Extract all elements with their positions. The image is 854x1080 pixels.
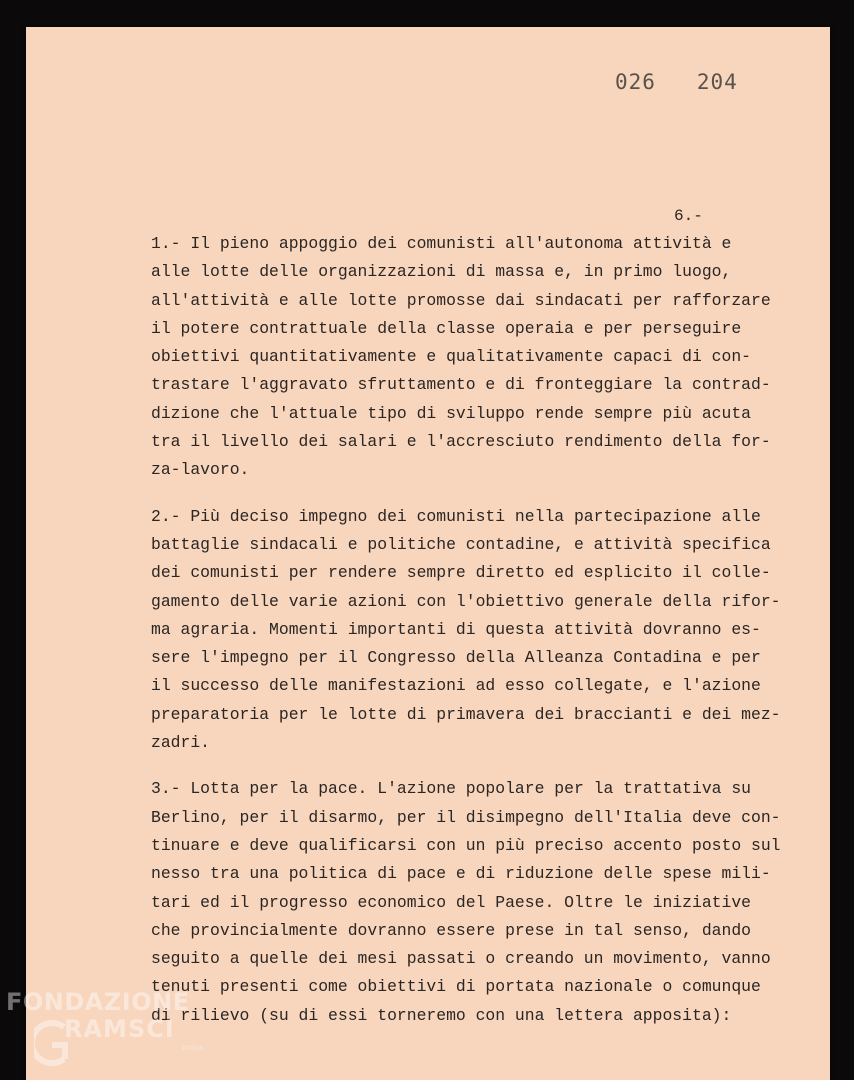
text-line: tra il livello dei salari e l'accresciuto rendimento della for- xyxy=(151,432,771,452)
text-line: dizione che l'attuale tipo di sviluppo rende sempre più acuta xyxy=(151,403,751,423)
text-line: Berlino, per il disarmo, per il disimpegno dell'Italia deve con- xyxy=(151,807,781,827)
text-line: tari ed il progresso economico del Paese. Oltre le iniziative xyxy=(151,892,751,912)
watermark-line-1: FONDAZIONE xyxy=(6,988,190,1016)
text-line: tinuare e deve qualificarsi con un più preciso accento posto sul xyxy=(151,835,781,855)
text-line: battaglie sindacali e politiche contadine, e attività specifica xyxy=(151,534,771,554)
text-line: tenuti presenti come obiettivi di portata nazionale o comunque xyxy=(151,977,761,997)
text-line: dei comunisti per rendere sempre diretto ed esplicito il colle- xyxy=(151,563,771,583)
text-line: 3.- Lotta per la pace. L'azione popolare per la trattativa su xyxy=(151,779,751,799)
text-line: il potere contrattuale della classe operaia e per perseguire xyxy=(151,318,742,338)
watermark-line-2: RAMSCI xyxy=(64,1015,175,1043)
text-line: 2.- Più deciso impegno dei comunisti nella partecipazione alle xyxy=(151,506,761,526)
text-line: obiettivi quantitativamente e qualitativamente capaci di con- xyxy=(151,347,751,367)
text-line: trastare l'aggravato sfruttamento e di fronteggiare la contrad- xyxy=(151,375,771,395)
archive-stamp: 026 204 xyxy=(615,70,738,94)
text-line: zadri. xyxy=(151,733,211,753)
watermark-line-3: onlus xyxy=(182,1043,204,1052)
text-line: il successo delle manifestazioni ad esso collegate, e l'azione xyxy=(151,676,761,696)
paragraph-1 xyxy=(151,230,791,485)
document-body xyxy=(151,230,791,1048)
paragraph-2 xyxy=(151,503,791,758)
text-line: sere l'impegno per il Congresso della Alleanza Contadina e per xyxy=(151,648,761,668)
text-line: preparatoria per le lotte di primavera dei braccianti e dei mez- xyxy=(151,704,781,724)
text-line: di rilievo (su di essi torneremo con una lettera apposita): xyxy=(151,1005,732,1025)
page-number: 6.- xyxy=(674,207,703,225)
text-line: 1.- Il pieno appoggio dei comunisti all'autonoma attività e xyxy=(151,234,732,253)
text-line: all'attività e alle lotte promosse dai sindacati per rafforzare xyxy=(151,290,771,310)
text-line: nesso tra una politica di pace e di riduzione delle spese mili- xyxy=(151,864,771,884)
text-line: za-lavoro. xyxy=(151,460,250,480)
text-line: seguito a quelle dei mesi passati o creando un movimento, vanno xyxy=(151,949,771,969)
text-line: ma agraria. Momenti importanti di questa attività dovranno es- xyxy=(151,619,761,639)
text-line: alle lotte delle organizzazioni di massa e, in primo luogo, xyxy=(151,262,732,282)
text-line: gamento delle varie azioni con l'obiettivo generale della rifor- xyxy=(151,591,781,611)
fondazione-gramsci-watermark xyxy=(6,988,236,1078)
text-line: che provincialmente dovranno essere prese in tal senso, dando xyxy=(151,920,751,940)
gramsci-g-logo-icon xyxy=(34,1013,68,1073)
paragraph-3 xyxy=(151,775,791,1030)
